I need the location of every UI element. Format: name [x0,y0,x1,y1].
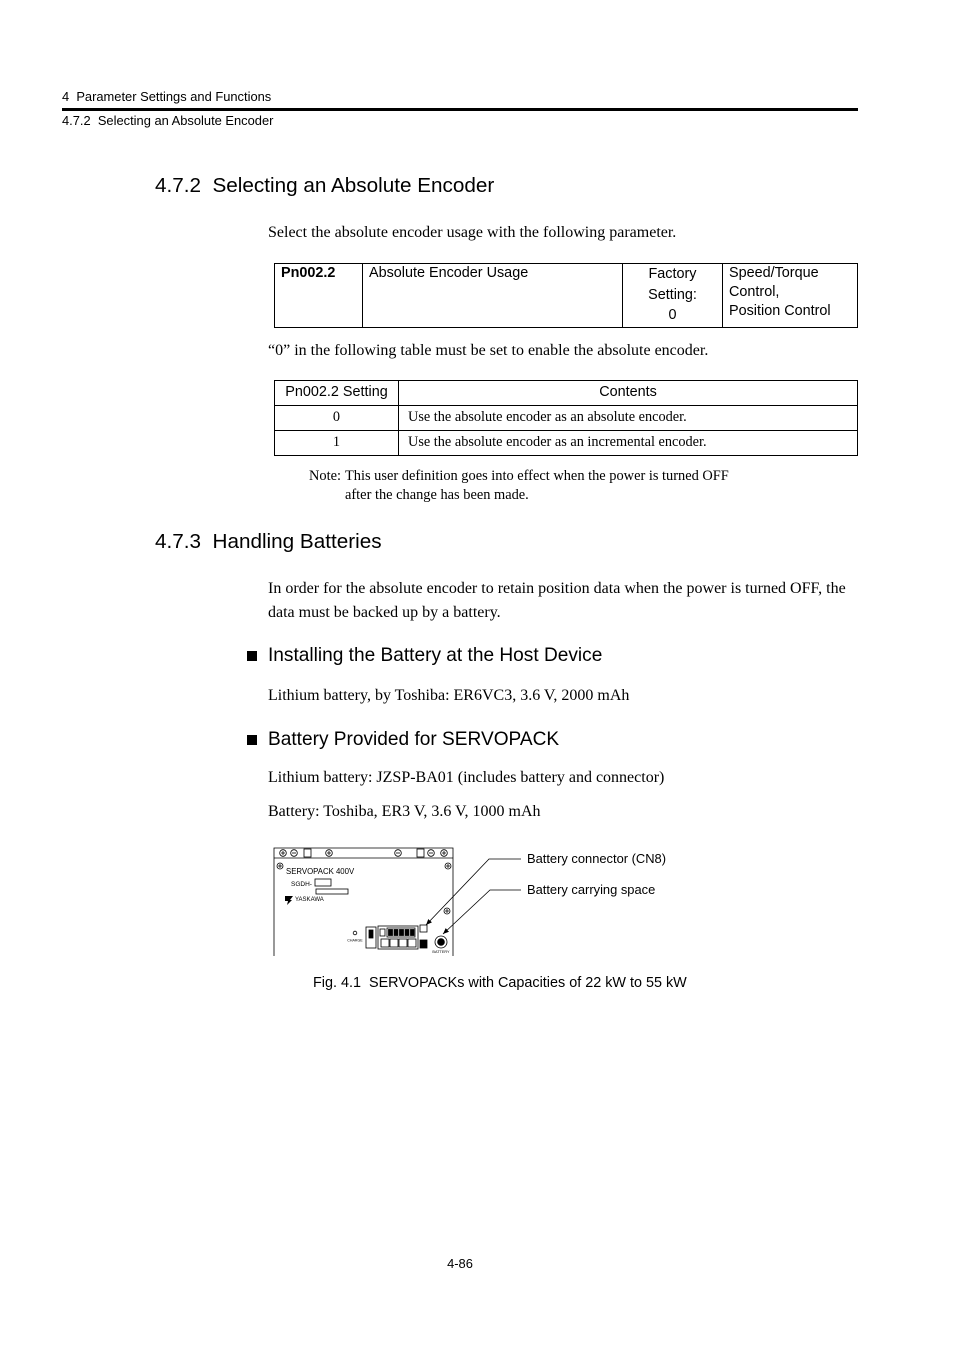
callout-line-battery-space [443,890,521,934]
factory-setting-cell [623,264,723,328]
screw-icon [291,850,298,857]
terminal-block [417,849,424,857]
parameter-table [274,263,858,328]
rating-box [316,889,348,894]
note [309,467,729,505]
led-display [387,928,415,937]
table-row [275,406,858,431]
settings-table [274,380,858,456]
running-header-section: 4.7.2 Selecting an Absolute Encoder [62,113,274,128]
callout-battery-space: Battery carrying space [527,882,656,897]
servopack-diagram [270,843,530,963]
screw-icon [445,863,451,869]
note-text: This user definition goes into effect when the power is turned OFF after the change has been made. [345,468,729,503]
table-intro: “0” in the following table must be set to enable the absolute encoder. [268,342,709,359]
parameter-number: Pn002.2 [275,264,363,328]
screw-icon [441,850,448,857]
screw-icon [428,850,435,857]
table-row [275,264,858,328]
charge-lamp-icon [353,931,357,935]
operator-button [408,939,416,947]
battery-connector-cn8 [420,925,427,932]
parameter-name: Absolute Encoder Usage [363,264,623,328]
section-heading-4-7-3: 4.7.3 Handling Batteries [155,530,382,553]
setting-value: 0 [275,406,399,431]
factory-setting-label: Factory Setting: [648,266,697,303]
factory-setting-value: 0 [668,307,677,323]
square-bullet-icon [247,651,257,661]
column-header-setting: Pn002.2 Setting [275,381,399,406]
setting-contents: Use the absolute encoder as an absolute encoder. [399,406,858,431]
terminal-block [304,849,311,857]
subheading-servopack: Battery Provided for SERVOPACK [268,729,560,750]
screw-icon [326,850,333,857]
callout-battery-connector: Battery connector (CN8) [527,851,666,866]
host-battery-spec: Lithium battery, by Toshiba: ER6VC3, 3.6 V, 2000 mAh [268,687,630,704]
square-bullet-icon [247,735,257,745]
screw-icon [444,908,450,914]
battery-label: BATTERY [432,950,450,954]
column-header-contents: Contents [399,381,858,406]
yaskawa-logo-icon [285,896,293,905]
subheading-host-device: Installing the Battery at the Host Device [268,645,603,666]
running-header-chapter: 4 Parameter Settings and Functions [62,89,272,104]
figure-caption: Fig. 4.1 SERVOPACKs with Capacities of 22 kW to 55 kW [313,975,687,991]
operator-button [381,939,389,947]
page-number: 4-86 [447,1256,473,1271]
table-row [275,431,858,456]
callout-line-battery-connector [426,859,521,925]
nameplate-type: SGDH- [291,881,312,888]
charge-label: CHARGE [347,938,363,943]
section-intro: Select the absolute encoder usage with the following parameter. [268,224,677,241]
model-number-box [315,879,331,886]
section-intro: In order for the absolute encoder to retain position data when the power is turned OFF, the data must be backed up by a battery. [268,580,846,621]
control-modes: Speed/Torque Control, Position Control [723,264,858,328]
servopack-battery-spec: Battery: Toshiba, ER3 V, 3.6 V, 1000 mAh [268,803,541,820]
screw-icon [280,850,287,857]
operator-button [399,939,407,947]
note-label: Note: [309,468,341,484]
screw-icon [277,863,283,869]
operator-button [390,939,398,947]
section-heading-4-7-2: 4.7.2 Selecting an Absolute Encoder [155,174,495,197]
screw-icon [395,850,402,857]
power-switch-lever [369,930,373,938]
header-rule [62,108,858,111]
connector-port [420,940,427,948]
status-indicator [380,929,385,936]
table-header-row [275,381,858,406]
servopack-battery-kit: Lithium battery: JZSP-BA01 (includes battery and connector) [268,769,665,786]
setting-contents: Use the absolute encoder as an incremental encoder. [399,431,858,456]
battery-core [438,939,445,946]
nameplate-model: SERVOPACK 400V [286,867,355,876]
nameplate-brand: YASKAWA [295,897,324,903]
setting-value: 1 [275,431,399,456]
